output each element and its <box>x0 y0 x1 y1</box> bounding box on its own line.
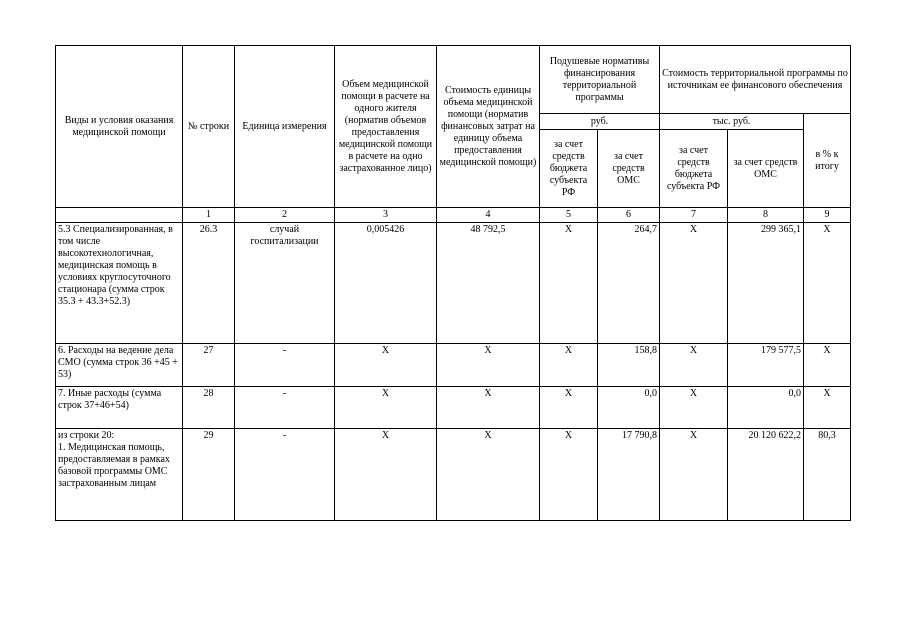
row-norm-budget: Х <box>540 344 598 387</box>
row-unit: - <box>235 344 335 387</box>
row-norm-budget: Х <box>540 429 598 521</box>
row-number: 27 <box>183 344 235 387</box>
row-cost: 48 792,5 <box>437 223 540 344</box>
row-unit: - <box>235 387 335 429</box>
column-number: 5 <box>540 208 598 223</box>
table-row <box>56 223 851 344</box>
row-number: 28 <box>183 387 235 429</box>
row-prog-budget: Х <box>660 387 728 429</box>
row-prog-oms: 0,0 <box>728 387 804 429</box>
row-volume: Х <box>335 387 437 429</box>
column-number: 1 <box>183 208 235 223</box>
header-norm-budget: за счет средств бюджета субъекта РФ <box>540 130 598 208</box>
header-volume: Объем медицинской помощи в расчете на одного жителя (норматив объемов предоставления медицинской помощи в расчете на одно застрахованное лицо) <box>335 46 437 208</box>
row-norm-oms: 17 790,8 <box>598 429 660 521</box>
row-prog-budget: Х <box>660 429 728 521</box>
row-norm-budget: Х <box>540 387 598 429</box>
row-cost: Х <box>437 344 540 387</box>
row-volume: Х <box>335 429 437 521</box>
row-unit: - <box>235 429 335 521</box>
header-norm-oms: за счет средств ОМС <box>598 130 660 208</box>
column-number: 4 <box>437 208 540 223</box>
row-volume: Х <box>335 344 437 387</box>
row-type: 5.3 Специализированная, в том числе высокотехнологичная, медицинская помощь в условиях круглосуточного стационара (сумма строк 35.3 + 43.3+52.3) <box>56 223 183 344</box>
column-number: 9 <box>804 208 851 223</box>
row-cost: Х <box>437 387 540 429</box>
row-percent: Х <box>804 344 851 387</box>
header-norms: Подушевые нормативы финансирования территориальной программы <box>540 46 660 114</box>
row-prog-budget: Х <box>660 344 728 387</box>
row-norm-oms: 0,0 <box>598 387 660 429</box>
column-number: 7 <box>660 208 728 223</box>
header-prog-oms: за счет средств ОМС <box>728 130 804 208</box>
header-cost: Стоимость единицы объема медицинской помощи (норматив финансовых затрат на единицу объема предоставления медицинской помощи) <box>437 46 540 208</box>
column-number: 3 <box>335 208 437 223</box>
header-type: Виды и условия оказания медицинской помощи <box>56 46 183 208</box>
row-type: 6. Расходы на ведение дела СМО (сумма строк 36 +45 + 53) <box>56 344 183 387</box>
financing-table <box>55 45 851 521</box>
row-percent: Х <box>804 223 851 344</box>
row-percent: 80,3 <box>804 429 851 521</box>
row-type: 7. Иные расходы (сумма строк 37+46+54) <box>56 387 183 429</box>
header-percent: в % к итогу <box>804 114 851 208</box>
header-rub: руб. <box>540 114 660 130</box>
row-volume: 0,005426 <box>335 223 437 344</box>
row-number: 26.3 <box>183 223 235 344</box>
row-unit: случай госпитализации <box>235 223 335 344</box>
row-prog-oms: 299 365,1 <box>728 223 804 344</box>
row-prog-oms: 20 120 622,2 <box>728 429 804 521</box>
table-row <box>56 429 851 521</box>
row-cost: Х <box>437 429 540 521</box>
column-number: 2 <box>235 208 335 223</box>
table-row <box>56 387 851 429</box>
table-row <box>56 344 851 387</box>
row-prog-budget: Х <box>660 223 728 344</box>
header-prog-budget: за счет средств бюджета субъекта РФ <box>660 130 728 208</box>
row-prog-oms: 179 577,5 <box>728 344 804 387</box>
row-norm-budget: Х <box>540 223 598 344</box>
row-norm-oms: 158,8 <box>598 344 660 387</box>
header-unit: Единица измерения <box>235 46 335 208</box>
header-row-no: № строки <box>183 46 235 208</box>
column-number: 8 <box>728 208 804 223</box>
header-thousand-rub: тыс. руб. <box>660 114 804 130</box>
row-number: 29 <box>183 429 235 521</box>
row-percent: Х <box>804 387 851 429</box>
column-number: 6 <box>598 208 660 223</box>
row-norm-oms: 264,7 <box>598 223 660 344</box>
header-program-cost: Стоимость территориальной программы по источникам ее финансового обеспечения <box>660 46 851 114</box>
column-number-blank <box>56 208 183 223</box>
row-type: из строки 20: 1. Медицинская помощь, предоставляемая в рамках базовой программы ОМС застрахованным лицам <box>56 429 183 521</box>
